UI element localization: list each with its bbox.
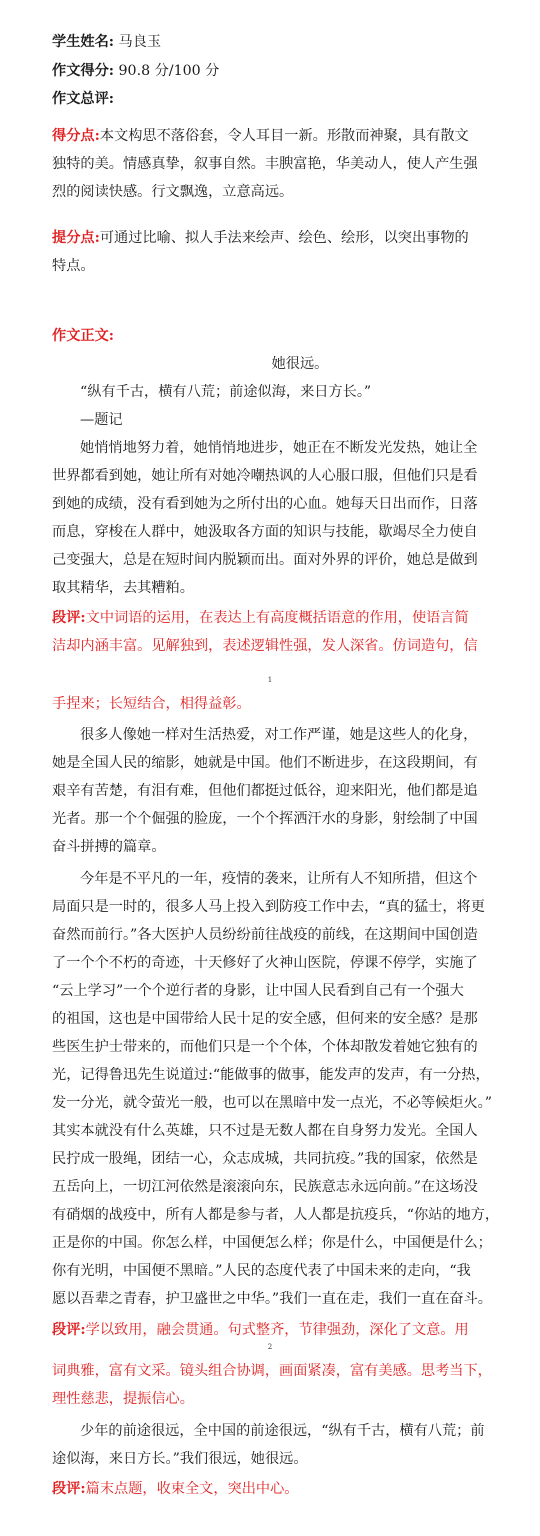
p1-line: 世界都看到她，她让所有对她冷嘲热讽的人心服口服，但他们只是看 (52, 468, 478, 484)
comment-1-label: 段评: (52, 610, 86, 626)
improve-points-text: 可通过比喻、拟人手法来绘声、绘色、绘形，以突出事物的 (99, 230, 469, 246)
p3-line: 民拧成一股绳，团结一心，众志成城，共同抗疫。”我的国家，依然是 (52, 1151, 478, 1167)
comment-3-label: 段评: (52, 1481, 86, 1497)
p1-line: 己变强大，总是在短时间内脱颖而出。面对外界的评价，她总是做到 (52, 552, 478, 568)
comment-2-line (52, 1320, 498, 1340)
p3-line: 奋然而前行。”各大医护人员纷纷前往战疫的前线，在这期间中国创造 (52, 927, 478, 943)
p2-line: 很多人像她一样对生活热爱，对工作严谨，她是这些人的化身， (80, 727, 478, 743)
comment-2-line: 理性慈悲，提振信心。 (52, 1391, 194, 1407)
p4-line: 少年的前途很远，全中国的前途很远，“纵有千古，横有八荒；前 (80, 1423, 485, 1439)
p3-line: 你有光明，中国便不黑暗。”人民的态度代表了中国未来的走向，“我 (52, 1263, 471, 1279)
comment-2-line: 词典雅，富有文采。镜头组合协调，画面紧凑，富有美感。思考当下， (52, 1363, 492, 1379)
comment-1-text: 文中词语的运用，在表达上有高度概括语意的作用，使语言简 (85, 610, 469, 626)
p3-line: 愿以吾辈之青春，护卫盛世之中华。”我们一直在走，我们一直在奋斗。 (52, 1291, 492, 1307)
summary-label: 作文总评: (52, 91, 114, 107)
comment-3-text: 篇末点题，收束全文，突出中心。 (85, 1481, 299, 1497)
p3-line: 的祖国，这也是中国带给人民十足的安全感，但何来的安全感？是那 (52, 1011, 478, 1027)
page-number: 1 (267, 676, 273, 684)
epigraph: “纵有千古，横有八荒；前途似海，来日方长。” (80, 384, 372, 400)
p3-line: 发一分光，就令萤光一般，也可以在黑暗中发一点光，不必等候炬火。” (52, 1095, 492, 1111)
p1-line: 取其精华，去其糟粕。 (52, 580, 194, 596)
p3-line: 了一个个不朽的奇迹，十天修好了火神山医院，停课不停学，实施了 (52, 955, 478, 971)
p2-line: 艰辛有苦楚，有泪有难，但他们都挺过低谷，迎来阳光，他们都是追 (52, 783, 478, 799)
score-value: 90.8 分/100 分 (118, 63, 220, 79)
score-line (52, 61, 498, 81)
score-points-line-1 (52, 126, 498, 146)
comment-2-label: 段评: (52, 1322, 86, 1338)
comment-1-end: 手捏来；长短结合，相得益彰。 (52, 696, 251, 712)
essay-title: 她很远。 (271, 356, 329, 372)
p1-line: 她悄悄地努力着，她悄悄地进步，她正在不断发光发热，她让全 (80, 440, 478, 456)
p3-line: 些医生护士带来的，而他们只是一个个体，个体却散发着她它独有的 (52, 1039, 478, 1055)
score-points-line-2: 独特的美。情感真挚，叙事自然。丰腴富艳，华美动人，使人产生强 (52, 156, 478, 172)
score-points-text: 本文构思不落俗套，令人耳目一新。形散而神聚，具有散文 (99, 128, 469, 144)
improve-points-line-1 (52, 228, 498, 248)
p1-line: 到她的成绩，没有看到她为之所付出的心血。她每天日出而作，日落 (52, 496, 478, 512)
p2-line: 奋斗拼搏的篇章。 (52, 839, 166, 855)
p3-line: 光，记得鲁迅先生说道过:“能做事的做事，能发声的发声，有一分热， (52, 1067, 490, 1083)
student-name-line (52, 32, 498, 52)
epigraph-note: —题记 (80, 412, 123, 428)
score-points-label: 得分点: (52, 128, 100, 144)
comment-1-line (52, 608, 498, 628)
p3-line: 五岳向上，一切江河依然是滚滚向东，民族意志永远向前。”在这场没 (52, 1179, 478, 1195)
essay-label: 作文正文: (52, 328, 114, 344)
score-points-line-3: 烈的阅读快感。行文飘逸，立意高远。 (52, 184, 294, 200)
p3-line: “云上学习”一个个逆行者的身影，让中国人民看到自己有一个强大 (52, 983, 464, 999)
p3-line: 其实本就没有什么英雄，只不过是无数人都在自身努力发光。全国人 (52, 1123, 478, 1139)
name-label: 学生姓名: (52, 34, 114, 50)
improve-points-label: 提分点: (52, 230, 100, 246)
name-value: 马良玉 (118, 34, 162, 50)
p1-line: 而息，穿梭在人群中，她汲取各方面的知识与技能，歇竭尽全力使自 (52, 524, 478, 540)
comment-1-line: 洁却内涵丰富。见解独到，表述逻辑性强，发人深省。仿词造句，信 (52, 638, 478, 654)
improve-points-line-2: 特点。 (52, 258, 95, 274)
p2-line: 光者。那一个个倔强的脸庞，一个个挥洒汗水的身影，射绘制了中国 (52, 811, 478, 827)
page-number: 2 (267, 1343, 273, 1351)
comment-3-line (52, 1479, 498, 1499)
comment-2-text: 学以致用，融会贯通。句式整齐，节律强劲，深化了文意。用 (85, 1322, 469, 1338)
p3-line: 正是你的中国。你怎么样，中国便怎么样；你是什么，中国便是什么； (52, 1235, 492, 1251)
p3-line: 局面只是一时的，很多人马上投入到防疫工作中去，“真的猛士，将更 (52, 899, 485, 915)
p3-line: 今年是不平凡的一年，疫情的袭来，让所有人不知所措，但这个 (80, 871, 478, 887)
p2-line: 她是全国人民的缩影，她就是中国。他们不断进步，在这段期间，有 (52, 755, 478, 771)
score-label: 作文得分: (52, 63, 114, 79)
p3-line: 有硝烟的战疫中，所有人都是参与者，人人都是抗疫兵，“你站的地方， (52, 1207, 500, 1223)
p4-line: 途似海，来日方长。”我们很远，她很远。 (52, 1451, 308, 1467)
